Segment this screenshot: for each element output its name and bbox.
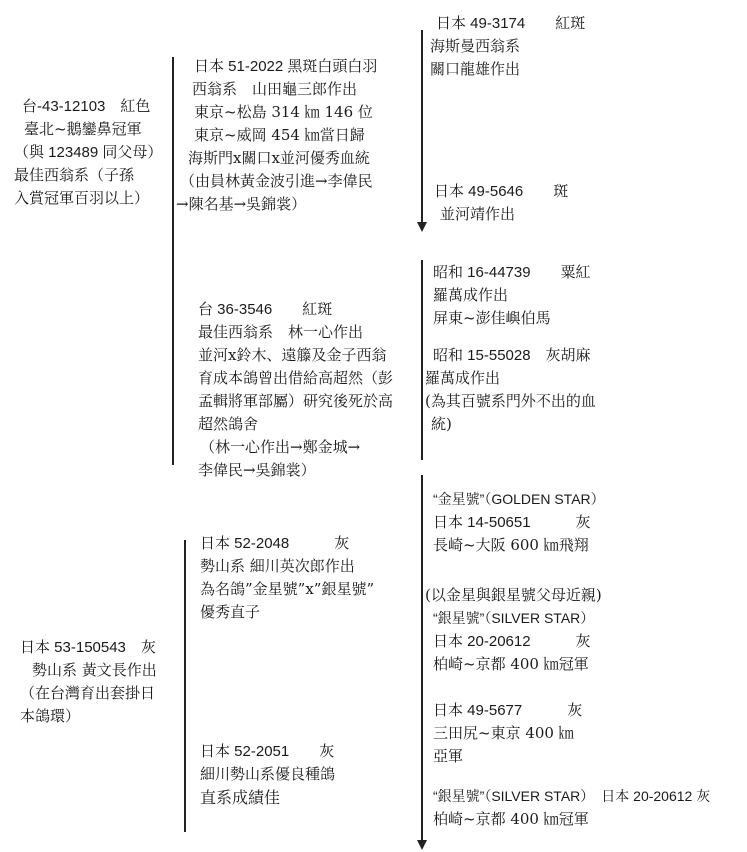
pedigree-entry-sds	[433, 261, 591, 330]
entry-line: 統)	[431, 415, 452, 433]
entry-line: 本鴿環）	[20, 707, 81, 725]
entry-line: “銀星號”（SILVER STAR） 日本 20-20612 灰	[433, 788, 711, 804]
entry-line: 羅萬成作出	[433, 286, 509, 304]
entry-line: 柏崎~京都 400 ㎞冠軍	[433, 810, 589, 828]
entry-line: 昭和 16-44739 粟紅	[433, 264, 591, 281]
entry-line: (為其百號系門外不出的血	[425, 392, 596, 410]
connector-line-sire	[172, 57, 174, 465]
entry-line: 日本 49-5646 斑	[434, 183, 569, 200]
entry-line: 日本 52-2048 灰	[200, 535, 350, 552]
entry-line: 孟輯將軍部屬）研究後死於高	[198, 392, 394, 410]
entry-line: 台-43-12103 紅色	[22, 98, 151, 115]
entry-line: “銀星號”（SILVER STAR）	[433, 610, 595, 626]
pedigree-entry-sdd	[425, 344, 596, 436]
entry-line: 柏崎~京都 400 ㎞冠軍	[433, 655, 589, 673]
entry-line: 海斯曼西翁系	[430, 37, 521, 55]
entry-line: 日本 14-50651 灰	[433, 514, 591, 531]
entry-line: （由員林黃金波引進→李偉民	[180, 172, 373, 190]
entry-line: 海斯門x關口x並河優秀血統	[188, 149, 370, 167]
entry-line: 日本 51-2022 黑斑白頭白羽	[194, 58, 378, 75]
entry-line: 細川勢山系優良種鴿	[200, 765, 336, 783]
entry-line: 勢山系 黃文長作出	[32, 661, 157, 679]
pedigree-entry-dam	[20, 636, 157, 728]
entry-line: （與 123489 同父母）	[14, 144, 163, 161]
entry-line: 臺北~鵝鑾鼻冠軍	[24, 120, 142, 138]
pedigree-entry-sss	[430, 12, 585, 81]
entry-line: 優秀直子	[200, 603, 261, 621]
entry-line: 東京~威岡 454 ㎞當日歸	[194, 126, 365, 144]
entry-line: 最佳西翁系 林一心作出	[198, 323, 364, 341]
entry-line: 為名鴿”金星號”x”銀星號”	[200, 580, 375, 598]
entry-line: 昭和 15-55028 灰胡麻	[433, 347, 591, 364]
entry-line: 日本 49-3174 紅斑	[436, 15, 586, 32]
connector-line-dam	[184, 540, 186, 832]
entry-line: 日本 20-20612 灰	[433, 633, 591, 650]
entry-line: 日本 52-2051 灰	[200, 743, 335, 760]
entry-line: 長崎~大阪 600 ㎞飛翔	[433, 536, 589, 554]
entry-line: （林一心作出→鄭金城→	[200, 438, 361, 456]
entry-line: 三田尻~東京 400 ㎞	[433, 724, 574, 742]
pedigree-entry-gold-silver-star	[425, 488, 605, 676]
connector-line-lower	[421, 475, 423, 840]
pedigree-entry-dds	[433, 785, 710, 831]
entry-line: 亞軍	[433, 747, 464, 765]
entry-line: 並河x鈴木、遠籐及金子西翁	[198, 346, 387, 364]
pedigree-entry-sire-dam	[198, 298, 393, 482]
pedigree-entry-sire-sire	[176, 55, 377, 216]
entry-line: (以金星與銀星號父母近親)	[425, 586, 602, 604]
entry-line: 西翁系 山田龜三郎作出	[192, 80, 358, 98]
entry-line: 羅萬成作出	[425, 369, 501, 387]
entry-line: 超然鴿舍	[198, 415, 259, 433]
pedigree-entry-sire	[14, 95, 162, 210]
entry-line: 屏東~澎佳嶼伯馬	[433, 309, 551, 327]
entry-line: →陳名基→吳錦裳）	[176, 195, 307, 213]
entry-line: 直系成績佳	[200, 788, 281, 807]
pedigree-entry-ssd	[430, 180, 568, 226]
pedigree-entry-dss	[433, 699, 582, 768]
entry-line: 入賞冠軍百羽以上）	[14, 189, 150, 207]
pedigree-entry-dam-sire	[200, 532, 374, 624]
entry-line: “金星號”（GOLDEN STAR）	[433, 491, 605, 507]
connector-line-middle	[421, 260, 423, 460]
entry-line: 東京~松島 314 ㎞ 146 位	[194, 103, 373, 121]
entry-line: 關口龍雄作出	[430, 60, 521, 78]
entry-line: 並河靖作出	[440, 205, 516, 223]
arrow-down-upper	[417, 222, 427, 232]
entry-line: 李偉民→吳錦裳）	[198, 461, 316, 479]
connector-line-upper	[421, 30, 423, 223]
entry-line: 日本 49-5677 灰	[433, 702, 583, 719]
entry-line: 最佳西翁系（子孫	[14, 166, 135, 184]
arrow-down-lower	[417, 840, 427, 850]
entry-line: 育成本鴿曾出借給高超然（彭	[198, 369, 394, 387]
entry-line: 勢山系 細川英次郎作出	[200, 557, 355, 575]
entry-line: 日本 53-150543 灰	[20, 639, 156, 656]
pedigree-entry-dam-dam	[200, 740, 335, 809]
entry-line: 台 36-3546 紅斑	[198, 301, 333, 318]
entry-line: （在台灣育出套掛日	[20, 684, 156, 702]
